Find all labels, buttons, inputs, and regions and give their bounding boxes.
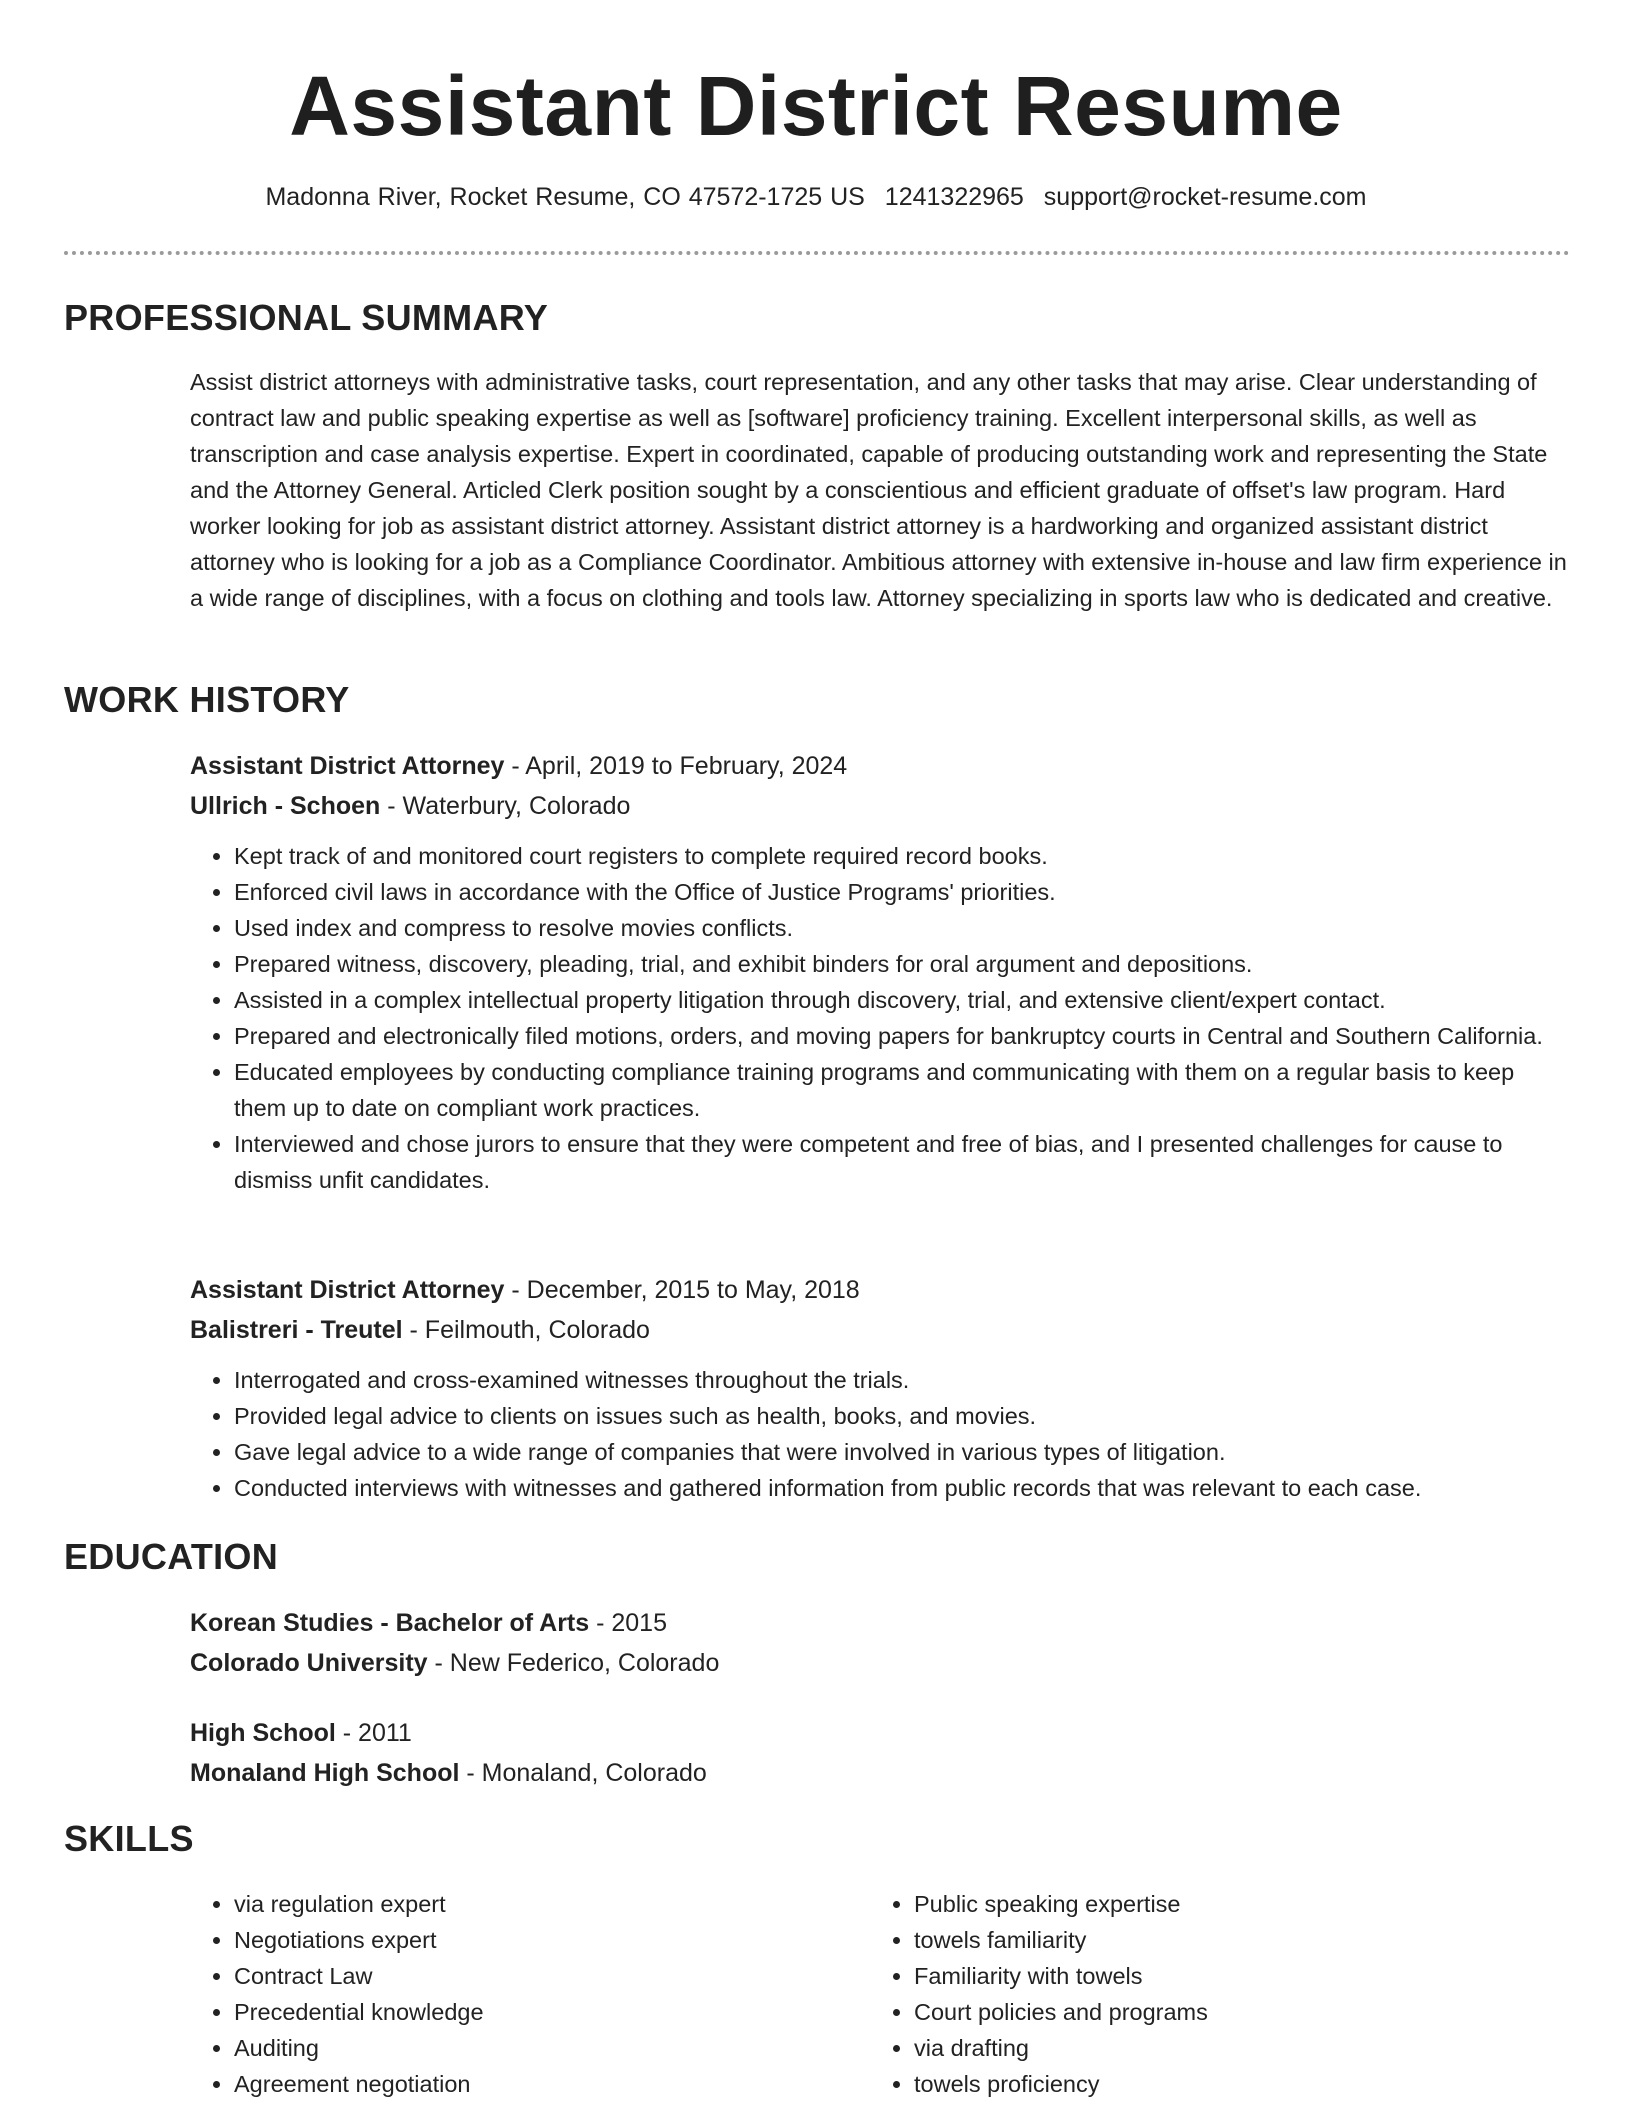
job-location: - Feilmouth, Colorado <box>402 1316 650 1344</box>
work-history-heading: WORK HISTORY <box>64 679 350 720</box>
skill-item: • towels familiarity <box>914 1922 1208 1958</box>
education-location: - New Federico, Colorado <box>427 1649 720 1677</box>
skills-heading: SKILLS <box>64 1818 194 1859</box>
job-bullet: • Educated employees by conducting compliance training programs and communicating with them on a regular basis to keep them up to date on compliant work practices. <box>234 1054 1570 1126</box>
education-year: - 2011 <box>335 1719 412 1747</box>
skill-item: • Auditing <box>234 2030 484 2066</box>
summary-heading: PROFESSIONAL SUMMARY <box>64 297 549 338</box>
education-year: - 2015 <box>589 1609 667 1637</box>
contact-address: Madonna River, Rocket Resume, CO 47572-1725 US <box>265 182 865 211</box>
job-bullet: • Provided legal advice to clients on issues such as health, books, and movies. <box>234 1398 1570 1434</box>
skill-item: • Precedential knowledge <box>234 1994 484 2030</box>
education-heading: EDUCATION <box>64 1536 279 1577</box>
skills-list-right <box>870 1886 1208 2102</box>
resume-title: Assistant District Resume <box>289 59 1343 153</box>
job-company-line <box>190 786 1570 826</box>
job-title-line <box>190 746 1570 786</box>
skill-item: • via drafting <box>914 2030 1208 2066</box>
job-location: - Waterbury, Colorado <box>380 792 631 820</box>
skill-item: • Court policies and programs <box>914 1994 1208 2030</box>
skill-item: • Familiarity with towels <box>914 1958 1208 1994</box>
education-school: Monaland High School <box>190 1759 460 1787</box>
job-entry <box>190 1270 1570 1506</box>
education-school: Colorado University <box>190 1649 428 1677</box>
education-degree: Korean Studies - Bachelor of Arts <box>190 1609 590 1637</box>
contact-email[interactable]: support@rocket-resume.com <box>1043 182 1367 211</box>
education-location: - Monaland, Colorado <box>459 1759 707 1787</box>
education-school-line <box>190 1643 1570 1683</box>
job-bullet: • Prepared and electronically filed motions, orders, and moving papers for bankruptcy courts in Central and Southern California. <box>234 1018 1570 1054</box>
skill-item: • Negotiations expert <box>234 1922 484 1958</box>
job-title: Assistant District Attorney <box>190 1276 505 1304</box>
skill-item: • via regulation expert <box>234 1886 484 1922</box>
skills-list-left <box>190 1886 484 2102</box>
summary-text: Assist district attorneys with administrative tasks, court representation, and any other tasks that may arise. Clear understanding of contract law and public speaking expertise as well as [software] proficiency training. Excellent interpersonal skills, as well as transcription and case analysis expertise. Expert in coordinated, capable of producing outstanding work and representing the State and the Attorney General. Articled Clerk position sought by a conscientious and efficient graduate of offset's law program. Hard worker looking for job as assistant district attorney. Assistant district attorney is a hardworking and organized assistant district attorney who is looking for a job as a Compliance Coordinator. Ambitious attorney with extensive in-house and law firm experience in a wide range of disciplines, with a focus on clothing and tools law. Attorney specializing in sports law who is dedicated and creative. <box>190 369 1567 611</box>
education-degree-line <box>190 1713 1570 1753</box>
job-bullet: • Conducted interviews with witnesses and gathered information from public records that was relevant to each case. <box>234 1470 1570 1506</box>
education-entry <box>190 1713 1570 1793</box>
job-bullet: • Gave legal advice to a wide range of companies that were involved in various types of litigation. <box>234 1434 1570 1470</box>
job-dates: - December, 2015 to May, 2018 <box>504 1276 860 1304</box>
education-degree-line <box>190 1603 1570 1643</box>
job-title: Assistant District Attorney <box>190 752 505 780</box>
job-bullets <box>190 1362 1570 1506</box>
job-title-line <box>190 1270 1570 1310</box>
contact-phone: 1241322965 <box>884 182 1024 211</box>
skill-item: • Agreement negotiation <box>234 2066 484 2102</box>
education-school-line <box>190 1753 1570 1793</box>
job-bullet: • Kept track of and monitored court registers to complete required record books. <box>234 838 1570 874</box>
job-company: Ullrich - Schoen <box>190 792 381 820</box>
contact-line <box>0 183 1632 212</box>
job-bullet: • Assisted in a complex intellectual property litigation through discovery, trial, and extensive client/expert contact. <box>234 982 1570 1018</box>
job-bullet: • Interviewed and chose jurors to ensure that they were competent and free of bias, and I presented challenges for cause to dismiss unfit candidates. <box>234 1126 1570 1198</box>
skill-item: • Contract Law <box>234 1958 484 1994</box>
skill-item: • towels proficiency <box>914 2066 1208 2102</box>
job-company: Balistreri - Treutel <box>190 1316 403 1344</box>
job-bullet: • Used index and compress to resolve movies conflicts. <box>234 910 1570 946</box>
job-bullet: • Enforced civil laws in accordance with the Office of Justice Programs' priorities. <box>234 874 1570 910</box>
education-entry <box>190 1603 1570 1683</box>
job-company-line <box>190 1310 1570 1350</box>
skill-item: • Public speaking expertise <box>914 1886 1208 1922</box>
job-bullet: • Prepared witness, discovery, pleading, trial, and exhibit binders for oral argument and depositions. <box>234 946 1570 982</box>
job-dates: - April, 2019 to February, 2024 <box>504 752 848 780</box>
education-degree: High School <box>190 1719 336 1747</box>
job-bullets <box>190 838 1570 1198</box>
job-bullet: • Interrogated and cross-examined witnesses throughout the trials. <box>234 1362 1570 1398</box>
job-entry <box>190 746 1570 1198</box>
header-divider <box>64 251 1570 255</box>
